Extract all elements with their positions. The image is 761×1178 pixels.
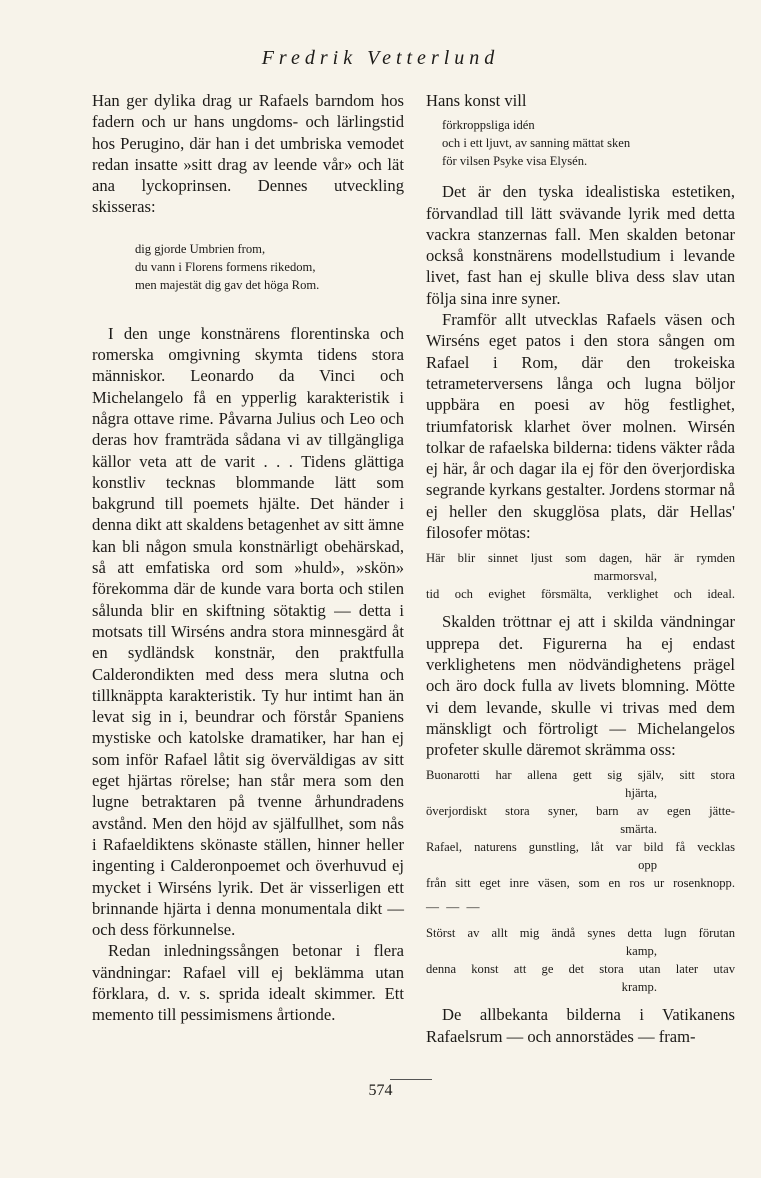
paragraph: Redan inledningssången betonar i flera vändningar: Rafael vill ej beklämma utan förklara, d. v. s. sprida idealt skimmer. Ett memento till pessimismens årtionde.: [92, 941, 404, 1025]
verse-quote: [426, 116, 735, 170]
paragraph: De allbekanta bilderna i Vatikanens Rafaelsrum — och annorstädes — fram-: [426, 1005, 735, 1046]
verse-line: Buonarotti har allena gett sig själv, sitt stora: [426, 768, 735, 783]
verse-line: och i ett ljuvt, av sanning mättat sken: [442, 136, 631, 151]
verse-line: för vilsen Psyke visa Elysén.: [442, 154, 588, 169]
verse-line-continuation: kamp,: [625, 944, 657, 959]
verse-head: Hans konst vill: [426, 91, 527, 110]
section-dashes: — — —: [426, 899, 482, 915]
verse-line: från sitt eget inre väsen, som en ros ur rosenknopp.: [426, 876, 735, 891]
verse-line-continuation: opp: [638, 858, 657, 873]
verse-line: Här blir sinnet ljust som dagen, här är rymden: [426, 551, 735, 566]
verse-line: denna konst att ge det stora utan later utav: [426, 962, 735, 977]
verse-line-continuation: kramp.: [621, 980, 657, 995]
paragraph: Han ger dylika drag ur Rafaels barndom hos fadern och ur hans ungdoms- och lärlingstid hos Perugino, där han i det umbriska vemodet redan insatte »sitt drag av leende vår» och lät ana lyckoprinsen. Dennes utveckling skisseras:: [92, 91, 404, 217]
verse-quote: [92, 240, 404, 294]
verse-line: men majestät dig gav det höga Rom.: [135, 277, 320, 292]
paragraph: Skalden tröttnar ej att i skilda vändningar upprepa det. Figurerna ha ej endast verklighetens men nödvändighetens prägel och äro dock fulla av livets blomning. Mötte vi dem levande, skulle vi trivas med dem mänskligt och förtroligt — Michelangelos profeter skulle däremot skrämma oss:: [426, 612, 735, 760]
verse-line: Störst av allt mig ändå synes detta lugn förutan: [426, 926, 735, 941]
verse-line-continuation: smärta.: [620, 822, 657, 837]
verse-line: Rafael, naturens gunstling, låt var bild få vecklas: [426, 840, 735, 855]
right-column: [426, 90, 735, 1047]
verse-quote: [426, 766, 735, 996]
verse-quote: [426, 549, 735, 603]
verse-line-continuation: hjärta,: [625, 786, 657, 801]
page-number: 574: [368, 1082, 393, 1099]
verse-line-continuation: marmorsval,: [593, 569, 657, 584]
paragraph: I den unge konstnärens florentinska och romerska omgivning skymta tidens stora människor. Leonardo da Vinci och Michelangelo få en ypperlig karakteristik i några ottave rime. Påvarna Julius och Leo och deras hov framträda sådana vi av tillgängliga källor veta att de varit . . . Tidens glättiga konstliv tecknas blommande lätt som bakgrund till poemets hjälte. Det händer i denna dikt att skaldens betagenhet av sitt ämne kan bli någon smula konstnärligt obehärskad, så att emfatiska ord som »huld», »skön» förekomma där de kunde vara borta och stilen sålunda blir en skiftning sötaktig — detta i motsats till Wirséns andra stora minnesgärd åt en sydländsk konstnär, den praktfulla Calderondikten med dess mera slutna och tillknäppta karakteristik. Ty hur intimt han än levat sig in i, beundrar och förstår Spaniens mystiske och katolske dramatiker, har han ej som inför Rafael låtit sig överväldigas av sitt eget hjärtas rörelse; han står mera som den lugne betraktaren på tvenne århundradens avstånd. Men den höjd av själfullhet, som nås i Rafaeldiktens skönaste ställen, hinner heller ingenting i Calderonpoemet och överhuvud ej mycket i Wirséns lyrik. Det är visserligen ett brinnande hjärta i denna monumentala dikt — och dess förkunnelse.: [92, 323, 404, 940]
verse-line: förkroppsliga idén: [442, 118, 535, 133]
page-number-rule: [390, 1079, 432, 1080]
verse-line: du vann i Florens formens rikedom,: [135, 259, 316, 274]
paragraph: Det är den tyska idealistiska estetiken, förvandlad till lätt svävande lyrik med detta vackra stanzernas fall. Men skalden betonar också konstnärens modellstudium i levande livet, fast han ej skulle bliva dess slav utan följa sina inre syner.: [426, 182, 735, 308]
verse-line: dig gjorde Umbrien from,: [135, 241, 266, 256]
running-header: Fredrik Vetterlund: [261, 47, 500, 69]
paragraph: Framför allt utvecklas Rafaels väsen och Wirséns eget patos i den stora sången om Rafael i Rom, där den trokeiska tetrameterversens långa och lugna böljor uppbära en poesi av hög festlighet, triumfatorisk klarhet över molnen. Wirsén tolkar de rafaelska bilderna: tidens väkter råda ej här, år och dagar ila ej för den överjordiska segrande kyrkans gestalter. Jordens stormar nå ej heller den skugglösa plats, där Hellas' filosofer mötas:: [426, 310, 735, 543]
verse-line: överjordiskt stora syner, barn av egen jätte-: [426, 804, 735, 819]
verse-line: tid och evighet försmälta, verklighet och ideal.: [426, 587, 735, 602]
left-column: [92, 90, 404, 1026]
